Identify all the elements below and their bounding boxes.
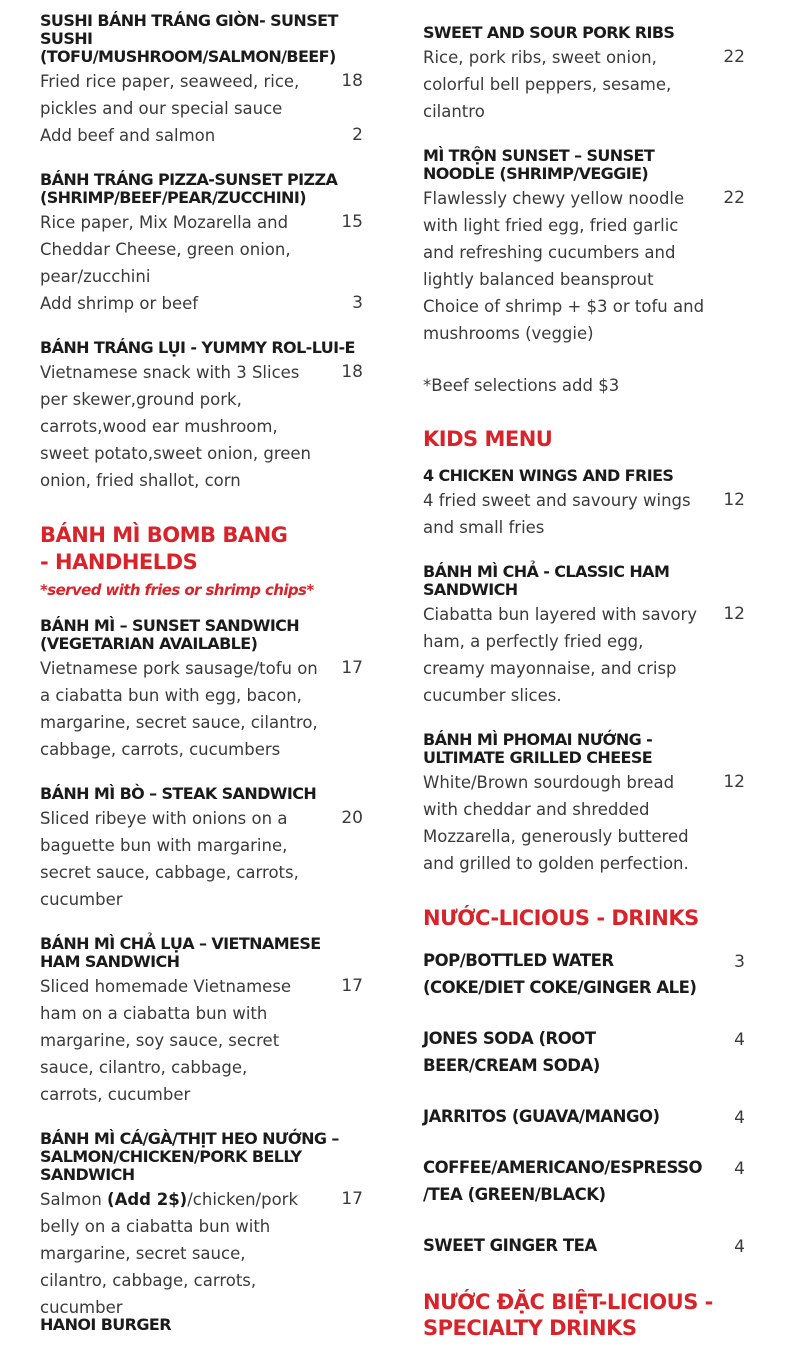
item-description: Sliced ribeye with onions on a baguette bun with margarine, secret sauce, cabbage, carrots, cucumber <box>40 809 299 909</box>
beef-note: *Beef selections add $3 <box>423 376 620 395</box>
item-description: Sliced homemade Vietnamese ham on a ciabatta bun with margarine, soy sauce, secret sauce, cilantro, cabbage, carrots, cucumber <box>40 977 292 1104</box>
item-description: Fried rice paper, seaweed, rice, pickles and our special sauce <box>40 72 300 118</box>
item-description: Vietnamese pork sausage/tofu on a ciabatta bun with egg, bacon, margarine, secret sauce, cilantro, cabbage, carrots, cucumbers <box>40 659 318 759</box>
menu-item-classic-ham-sandwich <box>423 563 745 709</box>
drink-price: 4 <box>734 1108 745 1128</box>
drink-name: JARRITOS (GUAVA/MANGO) <box>423 1107 660 1126</box>
item-description <box>40 1186 310 1321</box>
item-price: 18 <box>341 362 363 382</box>
item-price: 17 <box>341 1189 363 1209</box>
drink-item <box>423 1025 745 1079</box>
section-title-handhelds: BÁNH MÌ BOMB BANG - HANDHELDS <box>40 523 288 574</box>
item-price: 15 <box>341 212 363 232</box>
menu-item-pork-ribs <box>423 24 745 125</box>
item-name: BÁNH TRÁNG LỤI - YUMMY ROL-LUI-E <box>40 338 355 357</box>
item-name: BÁNH MÌ – SUNSET SANDWICH (VEGETARIAN AVAILABLE) <box>40 616 300 653</box>
menu-item-chicken-wings <box>423 467 745 541</box>
item-price: 12 <box>723 772 745 792</box>
item-description: Vietnamese snack with 3 Slices per skewer,ground pork, carrots,wood ear mushroom, sweet potato,sweet onion, green onion, fried shallot, corn <box>40 363 312 490</box>
item-name: BÁNH MÌ CHẢ - CLASSIC HAM SANDWICH <box>423 562 670 599</box>
item-description: Rice, pork ribs, sweet onion, colorful bell peppers, sesame, cilantro <box>423 48 672 121</box>
menu-item-salmon-chicken-pork-sandwich <box>40 1130 363 1321</box>
menu-item-vietnamese-ham-sandwich <box>40 935 363 1108</box>
menu-item-rol-lui-e <box>40 339 363 494</box>
drink-item <box>423 1232 745 1261</box>
item-price: 17 <box>341 658 363 678</box>
item-name: BÁNH MÌ BÒ – STEAK SANDWICH <box>40 784 317 803</box>
item-addon: Add beef and salmon <box>40 126 216 145</box>
drink-price: 4 <box>734 1237 745 1257</box>
drink-item <box>423 1154 745 1208</box>
drink-price: 3 <box>734 952 745 972</box>
item-name: MÌ TRỘN SUNSET – SUNSET NOODLE (SHRIMP/VEGGIE) <box>423 146 655 183</box>
handhelds-note: *served with fries or shrimp chips* <box>40 581 314 599</box>
item-name: BÁNH TRÁNG PIZZA-SUNSET PIZZA (SHRIMP/BEEF/PEAR/ZUCCHINI) <box>40 170 338 207</box>
item-name: SUSHI BÁNH TRÁNG GIÒN- SUNSET SUSHI (TOFU/MUSHROOM/SALMON/BEEF) <box>40 11 338 66</box>
item-name: BÁNH MÌ CÁ/GÀ/THỊT HEO NƯỚNG – SALMON/CHICKEN/PORK BELLY SANDWICH <box>40 1129 339 1184</box>
section-title-drinks: NƯỚC-LICIOUS - DRINKS <box>423 906 699 930</box>
item-name: BÁNH MÌ CHẢ LỤA – VIETNAMESE HAM SANDWICH <box>40 934 321 971</box>
item-price: 22 <box>723 47 745 67</box>
menu-item-hanoi-burger <box>40 1316 363 1334</box>
drink-price: 4 <box>734 1159 745 1179</box>
menu-item-grilled-cheese <box>423 731 745 877</box>
drink-price: 4 <box>734 1030 745 1050</box>
item-name: 4 CHICKEN WINGS AND FRIES <box>423 466 674 485</box>
item-price: 12 <box>723 604 745 624</box>
desc-part-salmon-addon: (Add 2$) <box>107 1190 188 1209</box>
item-description: Rice paper, Mix Mozarella and Cheddar Cheese, green onion, pear/zucchini <box>40 213 291 286</box>
section-title-kids-menu: KIDS MENU <box>423 427 553 451</box>
menu-item-sunset-sushi <box>40 12 363 149</box>
item-price: 18 <box>341 71 363 91</box>
item-description: Flawlessly chewy yellow noodle with light fried egg, fried garlic and refreshing cucumbers and lightly balanced beansprout <box>423 189 685 289</box>
drink-name: JONES SODA (ROOT BEER/CREAM SODA) <box>423 1029 600 1075</box>
menu-item-sunset-noodle <box>423 147 745 347</box>
drink-name: SWEET GINGER TEA <box>423 1236 597 1255</box>
item-name: SWEET AND SOUR PORK RIBS <box>423 23 675 42</box>
section-title-specialty-drinks: NƯỚC ĐẶC BIỆT-LICIOUS - SPECIALTY DRINKS <box>423 1290 713 1340</box>
desc-part-salmon: Salmon <box>40 1190 108 1209</box>
item-price: 20 <box>341 808 363 828</box>
item-price: 12 <box>723 490 745 510</box>
desc-part-rest: /chicken/pork belly on a ciabatta bun with margarine, secret sauce, cilantro, cabbage, carrots, cucumber <box>40 1190 299 1317</box>
item-addon: Add shrimp or beef <box>40 294 199 313</box>
menu-item-sunset-pizza <box>40 171 363 317</box>
item-addon-price: 3 <box>352 293 363 313</box>
drink-item <box>423 947 745 1001</box>
item-description: 4 fried sweet and savoury wings and small fries <box>423 491 691 537</box>
item-price: 22 <box>723 188 745 208</box>
drink-name: POP/BOTTLED WATER (COKE/DIET COKE/GINGER ALE) <box>423 951 697 997</box>
menu-item-sunset-sandwich <box>40 617 363 763</box>
item-name: BÁNH MÌ PHOMAI NƯỚNG - ULTIMATE GRILLED CHEESE <box>423 730 653 767</box>
drink-name: COFFEE/AMERICANO/ESPRESSO /TEA (GREEN/BLACK) <box>423 1158 703 1204</box>
item-choice: Choice of shrimp + $3 or tofu and mushrooms (veggie) <box>423 297 705 343</box>
item-name: HANOI BURGER <box>40 1315 171 1334</box>
drink-item <box>423 1103 745 1132</box>
item-addon-price: 2 <box>352 125 363 145</box>
menu-item-steak-sandwich <box>40 785 363 913</box>
item-price: 17 <box>341 976 363 996</box>
item-description: White/Brown sourdough bread with cheddar and shredded Mozzarella, generously buttered and grilled to golden perfection. <box>423 773 689 873</box>
item-description: Ciabatta bun layered with savory ham, a perfectly fried egg, creamy mayonnaise, and crisp cucumber slices. <box>423 605 697 705</box>
